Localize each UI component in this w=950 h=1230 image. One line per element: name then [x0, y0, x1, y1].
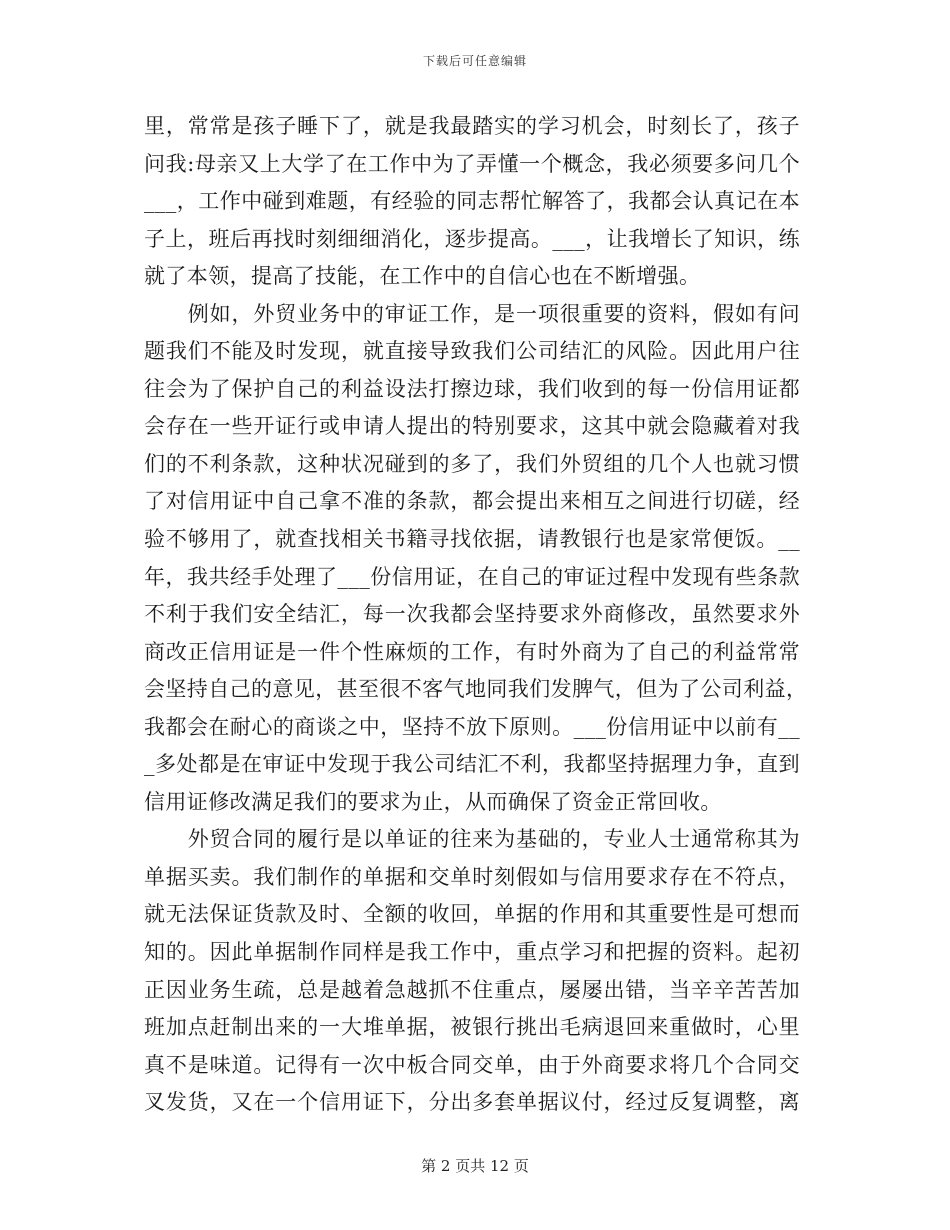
- text-line: 子上，班后再找时刻细细消化，逐步提高。___，让我增长了知识，练: [144, 226, 800, 251]
- text-line: 题我们不能及时发现，就直接导致我们公司结汇的风险。因此用户往: [144, 339, 800, 364]
- text-line: _多处都是在审证中发现于我公司结汇不利，我都坚持据理力争，直到: [144, 752, 800, 777]
- text-line: 信用证修改满足我们的要求为止，从而确保了资金正常回收。: [144, 789, 722, 814]
- text-line: 会坚持自己的意见，甚至很不客气地同我们发脾气，但为了公司利益，: [144, 677, 808, 702]
- page-header: 下载后可任意编辑: [422, 54, 527, 68]
- text-line: 商改正信用证是一件个性麻烦的工作，有时外商为了自己的利益常常: [144, 639, 800, 664]
- text-line: 正因业务生疏，总是越着急越抓不住重点，屡屡出错，当辛辛苦苦加: [144, 977, 800, 1002]
- text-line: 们的不利条款，这种状况碰到的多了，我们外贸组的几个人也就习惯: [144, 451, 800, 476]
- document-body: [144, 108, 808, 1122]
- text-line: 年，我共经手处理了___份信用证，在自己的审证过程中发现有些条款: [144, 564, 800, 589]
- page-footer: 第 2 页共 12 页: [421, 1157, 529, 1175]
- text-line: 单据买卖。我们制作的单据和交单时刻假如与信用要求存在不符点，: [144, 864, 800, 889]
- text-line: 我都会在耐心的商谈之中，坚持不放下原则。___份信用证中以前有__: [144, 714, 800, 739]
- text-line: 班加点赶制出来的一大堆单据，被银行挑出毛病退回来重做时，心里: [144, 1015, 800, 1040]
- text-line: 就了本领，提高了技能，在工作中的自信心也在不断增强。: [144, 264, 701, 289]
- text-line: 外贸合同的履行是以单证的往来为基础的，专业人士通常称其为: [144, 827, 800, 852]
- text-line: 知的。因此单据制作同样是我工作中，重点学习和把握的资料。起初: [144, 940, 800, 965]
- text-line: 里，常常是孩子睡下了，就是我最踏实的学习机会，时刻长了，孩子: [144, 114, 800, 138]
- text-line: 了对信用证中自己拿不准的条款，都会提出来相互之间进行切磋，经: [144, 489, 800, 514]
- text-line: 不利于我们安全结汇，每一次我都会坚持要求外商修改，虽然要求外: [144, 602, 800, 627]
- text-line: 例如，外贸业务中的审证工作，是一项很重要的资料，假如有问: [144, 301, 800, 326]
- text-line: 问我:母亲又上大学了在工作中为了弄懂一个概念，我必须要多问几个: [144, 151, 800, 176]
- text-line: 往会为了保护自己的利益设法打擦边球，我们收到的每一份信用证都: [144, 376, 800, 401]
- text-line: 就无法保证货款及时、全额的收回，单据的作用和其重要性是可想而: [144, 902, 800, 927]
- text-line: 真不是味道。记得有一次中板合同交单，由于外商要求将几个合同交: [144, 1052, 800, 1077]
- text-line: 叉发货，又在一个信用证下，分出多套单据议付，经过反复调整，离: [144, 1090, 800, 1115]
- text-line: 会存在一些开证行或申请人提出的特别要求，这其中就会隐藏着对我: [144, 414, 800, 439]
- text-line: ___，工作中碰到难题，有经验的同志帮忙解答了，我都会认真记在本: [144, 189, 800, 214]
- text-line: 验不够用了，就查找相关书籍寻找依据，请教银行也是家常便饭。__: [144, 527, 800, 552]
